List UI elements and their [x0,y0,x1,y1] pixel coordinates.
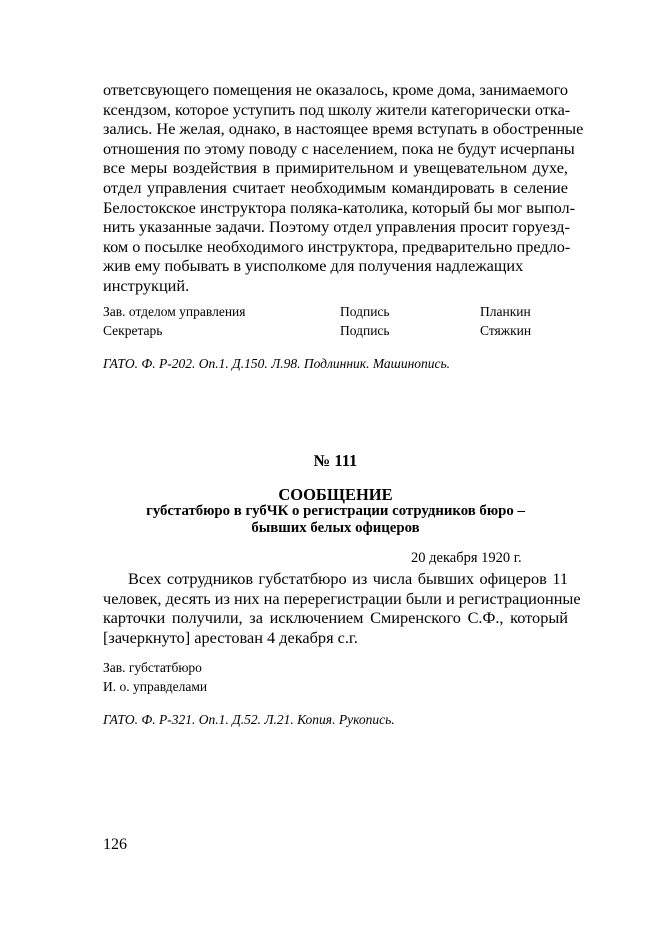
paragraph-line: зались. Не желая, однако, в настоящее время вступать в обостренные [103,119,584,139]
signature-mark: Подпись [340,323,390,338]
paragraph-line: Белостокское инструктора поляка-католика, который бы мог выпол- [103,197,576,217]
paragraph-line: отношения по этому поводу с населением, пока не будут исчерпаны [103,138,575,158]
signature-position: Зав. губстатбюро [103,660,202,675]
document-title: СООБЩЕНИЕ [278,485,393,504]
paragraph-line: человек, десять из них на перерегистрации были и регистрационные [103,588,581,608]
paragraph-line: ком о посылке необходимого инструктора, предварительно предло- [103,236,571,256]
archive-source: ГАТО. Ф. Р-202. Оп.1. Д.150. Л.98. Подлинник. Машинопись. [103,356,451,371]
paragraph-line: [зачеркнуто] арестован 4 декабря с.г. [103,627,358,647]
paragraph-line: ксендзом, которое уступить под школу жители категорически отка- [103,99,571,119]
document-number: № 111 [313,451,358,470]
paragraph-line: нить указанные задачи. Поэтому отдел управления просит горуезд- [103,217,570,237]
paragraph-line: ответсвующего помещения не оказалось, кроме дома, занимаемого [103,80,568,99]
document-subtitle-line: бывших белых офицеров [251,520,420,536]
top-paragraph [103,80,584,296]
signature-position: Зав. отделом управления [103,304,246,319]
signature-mark: Подпись [340,304,390,319]
page-number: 126 [103,836,127,853]
paragraph-line: жив ему побывать в уисполкоме для получения надлежащих [103,256,524,276]
signature-name: Стяжкин [480,323,532,338]
signature-name: Планкин [480,304,531,319]
paragraph-line: инструкций. [103,275,190,295]
paragraph-line: все меры воздействия в примирительном и увещевательном духе, [103,158,568,178]
document-date: 20 декабря 1920 г. [411,550,522,566]
body-paragraph [103,569,581,647]
signature-position: И. о. управделами [103,679,208,694]
paragraph-line: отдел управления считает необходимым командировать в селение [103,177,568,197]
paragraph-line: карточки получили, за исключением Смиренского С.Ф., который [103,608,568,628]
signature-position: Секретарь [103,323,163,338]
paragraph-line: Всех сотрудников губстатбюро из числа бывших офицеров 11 [128,569,568,588]
archive-source: ГАТО. Ф. Р-321. Оп.1. Д.52. Л.21. Копия. Рукопись. [103,712,395,727]
document-subtitle-line: губстатбюро в губЧК о регистрации сотрудников бюро – [146,503,525,519]
